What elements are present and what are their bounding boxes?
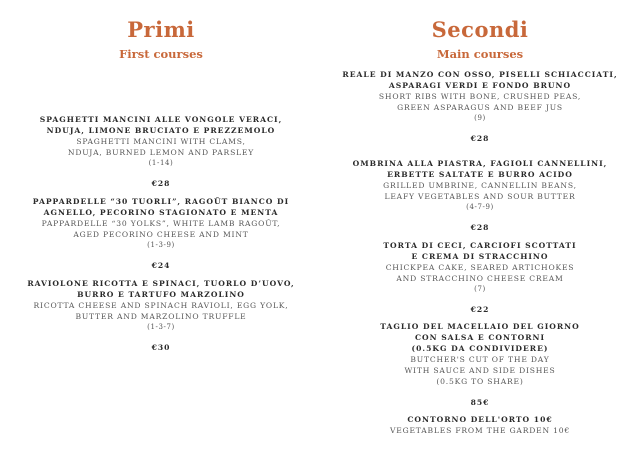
dish-price: €30 bbox=[151, 343, 171, 352]
secondi-title: Secondi bbox=[431, 17, 529, 42]
dish-english-description: SHORT RIBS WITH BONE, CRUSHED PEAS, GREEN ASPARAGUS AND BEEF JUS bbox=[378, 92, 582, 112]
dish-italian-name: CONTORNO DELL'ORTO 10€ bbox=[407, 415, 553, 424]
menu-item bbox=[330, 240, 630, 315]
dish-price: €22 bbox=[470, 305, 490, 314]
dish-allergens: (1-14) bbox=[148, 159, 174, 167]
dish-price: €24 bbox=[151, 261, 171, 270]
menu-item bbox=[330, 158, 630, 233]
dish-allergens: (4-7-9) bbox=[466, 203, 494, 211]
dish-english-description: VEGETABLES FROM THE GARDEN 10€ bbox=[389, 426, 571, 435]
dish-allergens: (9) bbox=[474, 114, 486, 122]
menu-item bbox=[6, 278, 316, 353]
dish-italian-name: TORTA DI CECI, CARCIOFI SCOTTATI E CREMA DI STRACCHINO bbox=[383, 241, 577, 261]
menu-item bbox=[6, 196, 316, 271]
menu-item bbox=[330, 414, 630, 436]
dish-allergens: (1-3-7) bbox=[147, 323, 175, 331]
dish-allergens: (1-3-9) bbox=[147, 241, 175, 249]
menu-item bbox=[6, 114, 316, 189]
menu-item bbox=[330, 69, 630, 144]
dish-english-description: GRILLED UMBRINE, CANNELLIN BEANS, LEAFY VEGETABLES AND SOUR BUTTER bbox=[383, 181, 577, 201]
dish-english-description: PAPPARDELLE “30 YOLKS”, WHITE LAMB RAGOÛT, AGED PECORINO CHEESE AND MINT bbox=[41, 219, 281, 239]
dish-italian-name: OMBRINA ALLA PIASTRA, FAGIOLI CANNELLINI, ERBETTE SALTATE E BURRO ACIDO bbox=[352, 159, 608, 179]
dish-english-description: CHICKPEA CAKE, SEARED ARTICHOKES AND STRACCHINO CHEESE CREAM bbox=[385, 263, 575, 283]
dish-italian-name: SPAGHETTI MANCINI ALLE VONGOLE VERACI, NDUJA, LIMONE BRUCIATO E PREZZEMOLO bbox=[39, 115, 283, 135]
primi-title: Primi bbox=[127, 17, 195, 42]
dish-italian-name: TAGLIO DEL MACELLAIO DEL GIORNO CON SALSA E CONTORNI (0.5KG DA CONDIVIDERE) bbox=[380, 322, 580, 353]
dish-english-description: BUTCHER'S CUT OF THE DAY WITH SAUCE AND SIDE DISHES (0.5KG TO SHARE) bbox=[404, 355, 556, 386]
dish-price: €28 bbox=[470, 134, 490, 143]
dish-price: 85€ bbox=[470, 398, 490, 407]
dish-allergens: (7) bbox=[474, 285, 486, 293]
secondi-subtitle: Main courses bbox=[436, 47, 524, 61]
dish-english-description: RICOTTA CHEESE AND SPINACH RAVIOLI, EGG YOLK, BUTTER AND MARZOLINO TRUFFLE bbox=[33, 301, 289, 321]
dish-italian-name: REALE DI MANZO CON OSSO, PISELLI SCHIACCIATI, ASPARAGI VERDI E FONDO BRUNO bbox=[342, 70, 618, 90]
dish-price: €28 bbox=[151, 179, 171, 188]
dish-italian-name: RAVIOLONE RICOTTA E SPINACI, TUORLO D’UOVO, BURRO E TARTUFO MARZOLINO bbox=[27, 279, 295, 299]
dish-english-description: SPAGHETTI MANCINI WITH CLAMS, NDUJA, BURNED LEMON AND PARSLEY bbox=[67, 137, 255, 157]
primi-subtitle: First courses bbox=[119, 47, 203, 61]
menu-item bbox=[330, 321, 630, 408]
dish-italian-name: PAPPARDELLE “30 TUORLI”, RAGOÛT BIANCO DI AGNELLO, PECORINO STAGIONATO E MENTA bbox=[32, 197, 290, 217]
dish-price: €28 bbox=[470, 223, 490, 232]
